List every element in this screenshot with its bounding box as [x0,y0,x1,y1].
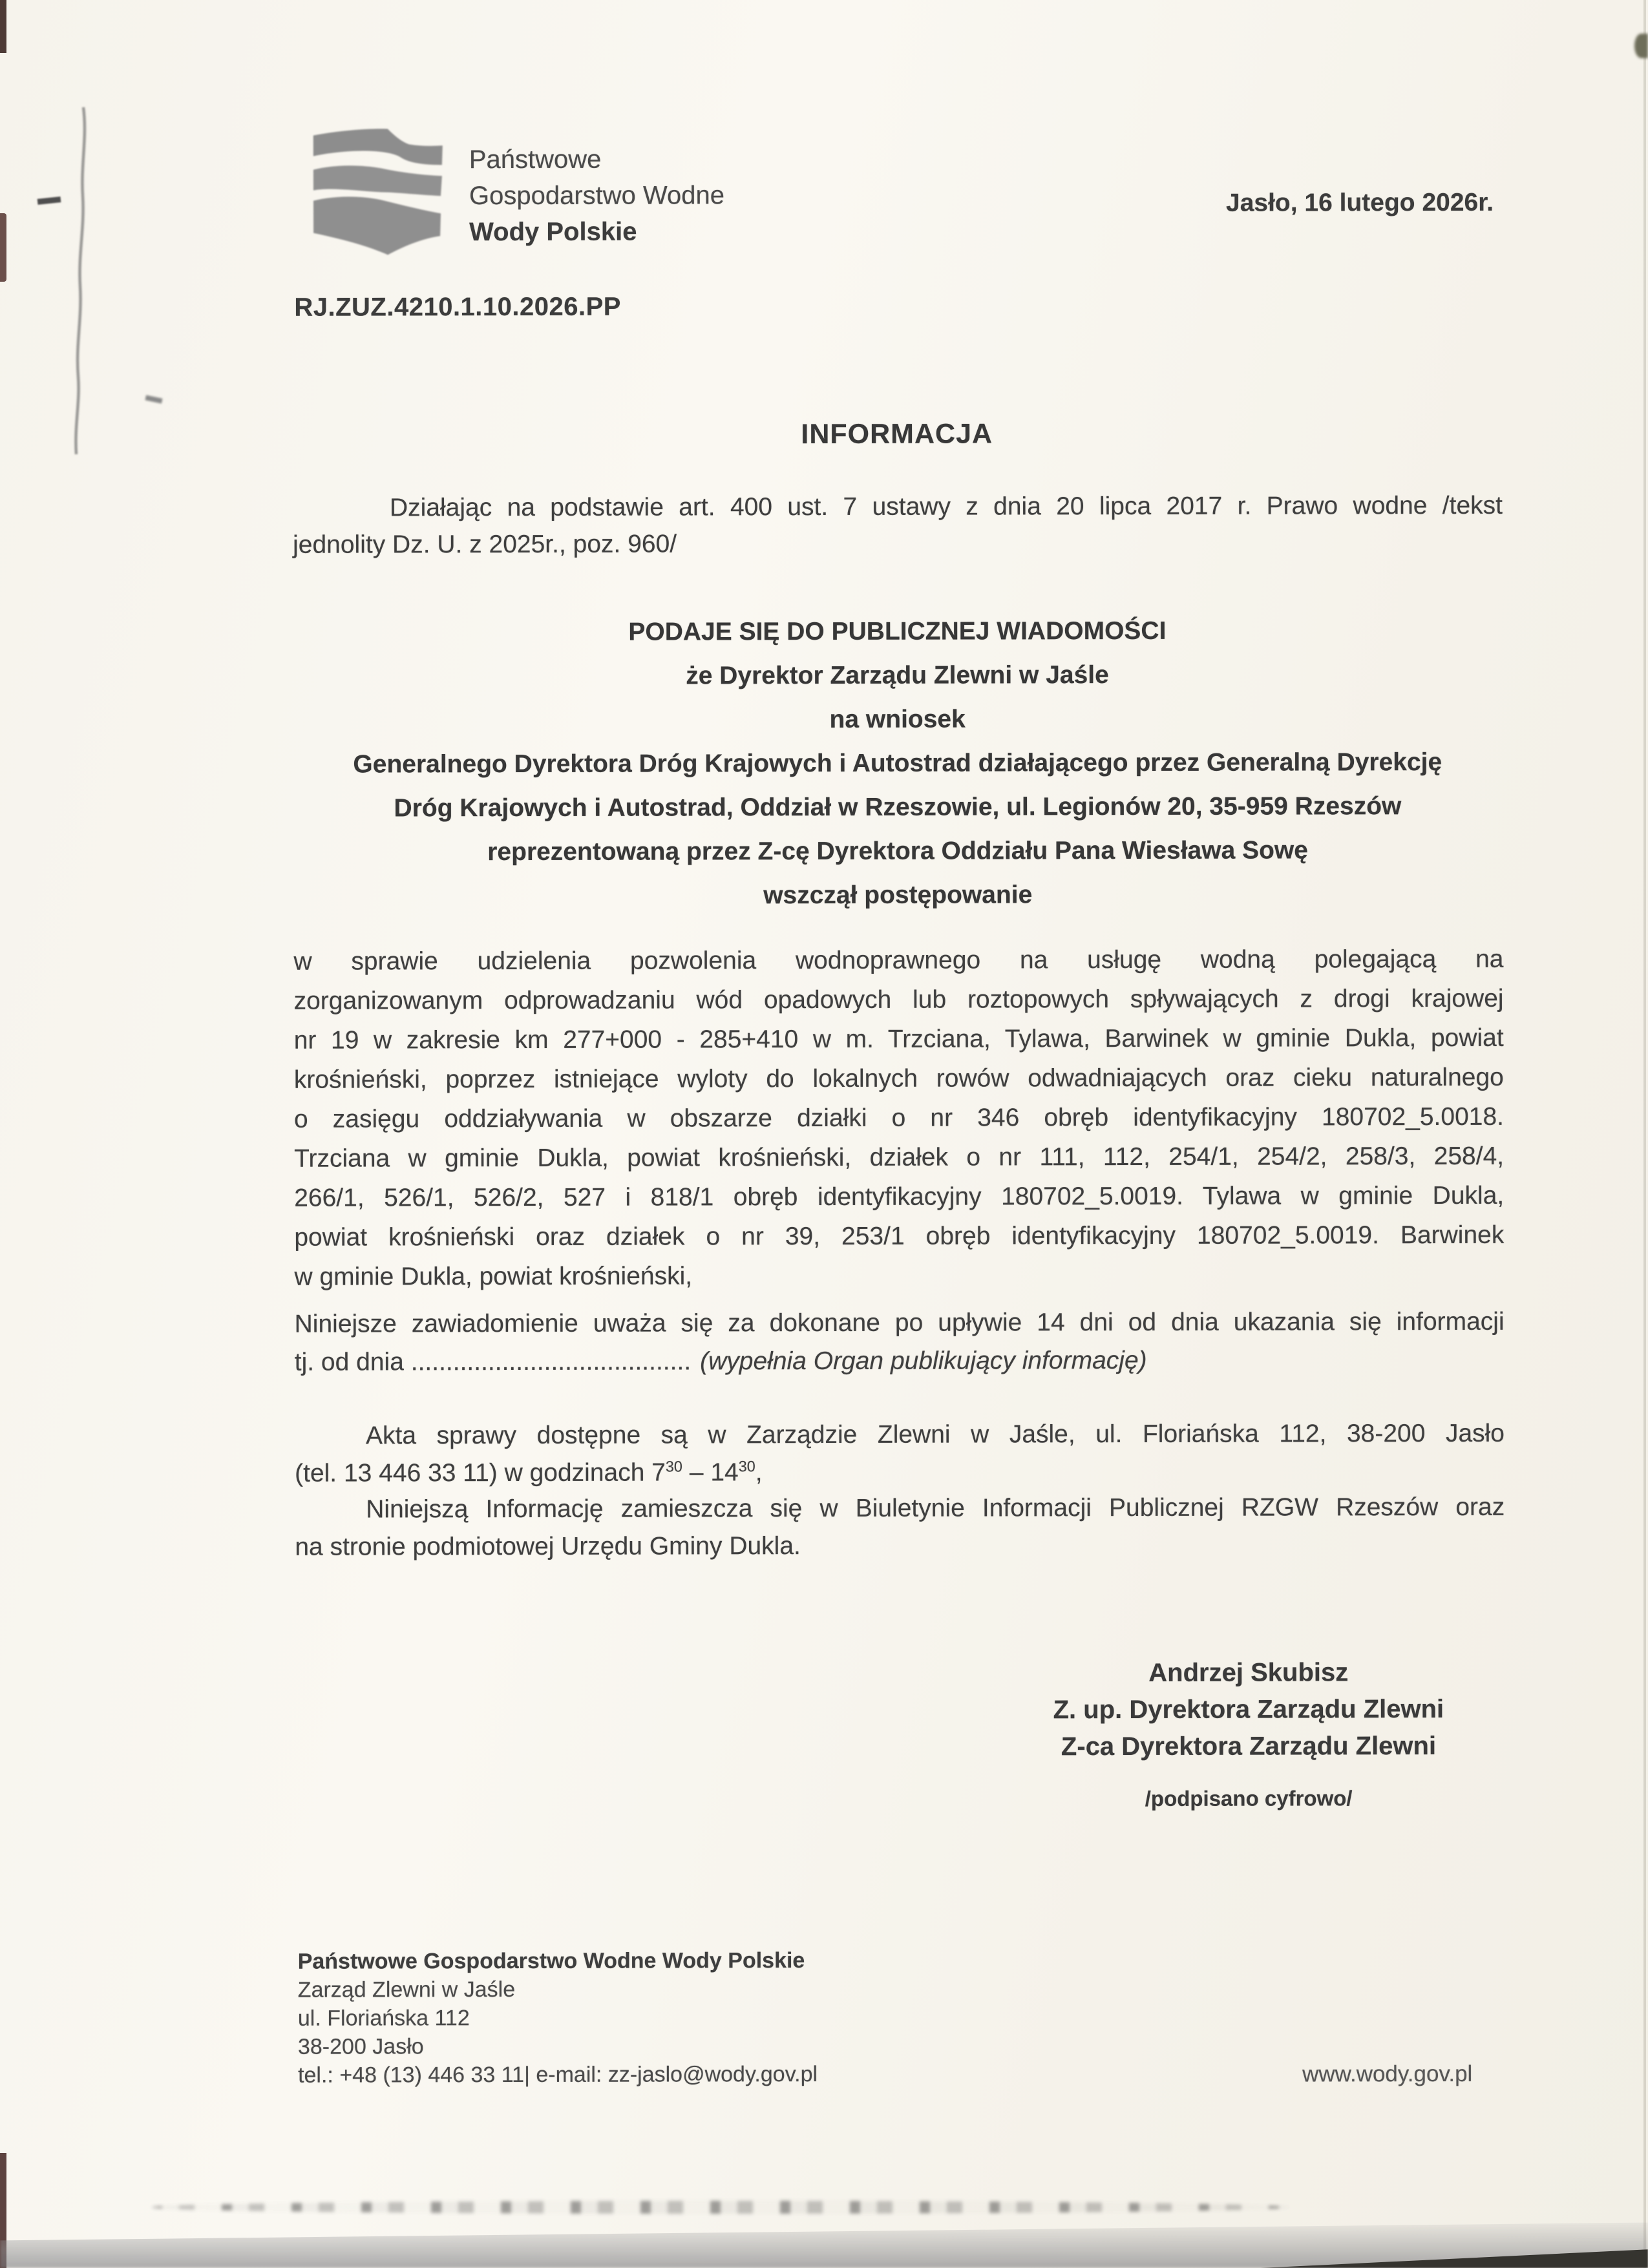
notice-line-2 [295,1341,1505,1381]
case-line-6: Trzciana w gminie Dukla, powiat krośnieński, działek o nr 111, 112, 254/1, 254/2, 258/3, 258/4, [294,1142,1505,1173]
fill-date-prefix: tj. od dnia [294,1348,411,1376]
scan-artifact-left-edge-top [0,0,6,53]
case-description-paragraph [293,940,1504,1297]
office-hours-prefix: (tel. 13 446 33 11) w godzinach 7 [295,1458,666,1487]
hours-superscript-close: 30 [738,1458,755,1475]
announcement-line-7: wszczął postępowanie [763,881,1033,910]
case-line-4: krośnieński, poprzez istniejące wyloty do lokalnych rowów odwadniających oraz cieku naturalnego [293,1063,1504,1094]
document-title: INFORMACJA [801,418,993,450]
case-reference-number: RJ.ZUZ.4210.1.10.2026.PP [294,292,622,322]
case-line-2: zorganizowanym odprowadzaniu wód opadowych lub roztopowych spływających z drogi krajowej [293,984,1504,1015]
availability-line-2 [295,1453,1505,1493]
scan-artifact-bottom-dashed-smudge [152,2201,1289,2214]
scan-artifact-bleedthrough-line [61,102,100,464]
letterhead [312,127,724,263]
legal-basis-line-1: Działając na podstawie art. 400 ust. 7 ustawy z dnia 20 lipca 2017 r. Prawo wodne /tekst [389,491,1503,522]
signatory-role-2: Z-ca Dyrektora Zarządu Zlewni [1061,1732,1437,1761]
place-and-date: Jasło, 16 lutego 2026r. [1225,188,1494,217]
footer-postal-city: 38-200 Jasło [297,2034,424,2059]
footer-contact: tel.: +48 (13) 446 33 11| e-mail: zz-jaslo@wody.gov.pl [298,2062,818,2088]
scan-artifact-left-edge-mid [0,213,6,282]
announcement-line-4: Generalnego Dyrektora Dróg Krajowych i Autostrad działającego przez Generalną Dyrekcję [353,748,1442,779]
footer-website: www.wody.gov.pl [1302,2061,1473,2087]
announcement-line-3: na wniosek [829,705,966,733]
footer-address-block [298,1946,818,2090]
footer-street: ul. Floriańska 112 [297,2006,470,2031]
office-hours-suffix: , [755,1458,763,1487]
case-line-7: 266/1, 526/1, 526/2, 527 i 818/1 obręb identyfikacyjny 180702_5.0019. Tylawa w gminie Dukla, [294,1181,1505,1212]
public-announcement-block [293,609,1502,919]
case-line-5: o zasięgu oddziaływania w obszarze działki o nr 346 obręb identyfikacyjny 180702_5.0018. [293,1102,1504,1133]
scan-artifact-top-right-smudge [1634,34,1648,58]
announcement-line-2: że Dyrektor Zarządu Zlewni w Jaśle [686,661,1109,690]
legal-basis-line-2: jednolity Dz. U. z 2025r., poz. 960/ [293,530,677,559]
publication-line-1: Niniejszą Informację zamieszcza się w Biuletynie Informacji Publicznej RZGW Rzeszów oraz [366,1493,1505,1524]
hours-superscript-open: 30 [665,1458,682,1475]
announcement-line-5: Dróg Krajowych i Autostrad, Oddział w Rzeszowie, ul. Legionów 20, 35-959 Rzeszów [394,792,1402,823]
legal-basis-paragraph [293,487,1503,563]
footer-unit: Zarząd Zlewni w Jaśle [297,1977,516,2002]
org-line-3: Wody Polskie [469,217,637,247]
org-line-2: Gospodarstwo Wodne [469,181,725,211]
signature-block [990,1654,1507,1766]
digital-signature-note: /podpisano cyfrowo/ [1145,1786,1353,1811]
fill-date-dotted-blank: ........................................ [410,1347,692,1376]
publication-paragraph [295,1489,1505,1566]
scan-artifact-right-edge [1643,0,1646,2268]
case-line-9: w gminie Dukla, powiat krośnieński, [294,1262,693,1291]
notice-line-1: Niniejsze zawiadomienie uważa się za dokonane po upływie 14 dni od dnia ukazania się informacji [294,1307,1505,1338]
case-line-3: nr 19 w zakresie km 277+000 - 285+410 w m. Trzciana, Tylawa, Barwinek w gminie Dukla, powiat [293,1024,1504,1055]
case-line-8: powiat krośnieński oraz działek o nr 39, 253/1 obręb identyfikacyjny 180702_5.0019. Barwinek [294,1221,1505,1252]
signatory-name: Andrzej Skubisz [1148,1658,1349,1687]
organization-name [469,127,724,250]
case-line-1: w sprawie udzielenia pozwolenia wodnoprawnego na usługę wodną polegającą na [293,945,1504,976]
wody-polskie-waves-logo-icon [312,127,447,263]
publication-line-2: na stronie podmiotowej Urzędu Gminy Dukla. [295,1532,801,1561]
announcement-line-1: PODAJE SIĘ DO PUBLICZNEJ WIADOMOŚCI [628,616,1167,646]
org-line-1: Państwowe [469,145,602,174]
announcement-line-6: reprezentowaną przez Z-cę Dyrektora Oddziału Pana Wiesława Sowę [487,836,1308,866]
footer-org: Państwowe Gospodarstwo Wodne Wody Polskie [297,1948,805,1974]
signatory-role-1: Z. up. Dyrektora Zarządu Zlewni [1053,1694,1444,1725]
availability-line-1: Akta sprawy dostępne są w Zarządzie Zlewni w Jaśle, ul. Floriańska 112, 38-200 Jasło [365,1419,1505,1450]
availability-paragraph [295,1415,1505,1493]
office-hours-middle: – 14 [682,1458,739,1487]
fill-note-italic: (wypełnia Organ publikujący informację) [700,1346,1147,1376]
notice-paragraph [295,1303,1505,1381]
